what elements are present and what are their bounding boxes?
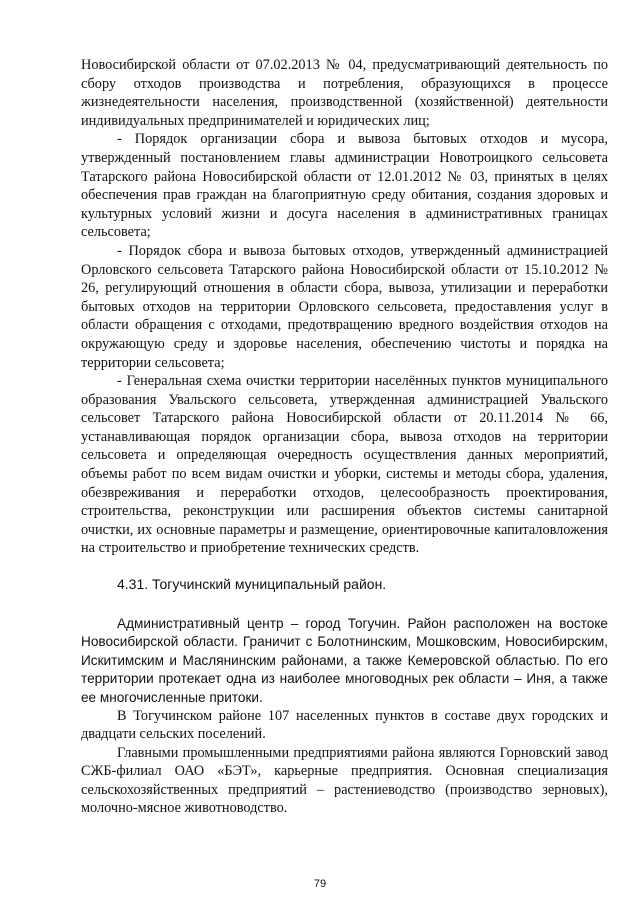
paragraph-list-item: - Порядок сбора и вывоза бытовых отходов, утвержденный администрацией Орловского сельсовета Татарского района Новосибирской области от 15.10.2012 № 26, регулирующий отношения в области сбора, вывоза, утилизации и переработки бытовых отходов на территории Орловского сельсовета, предоставления услуг в области обращения с отходами, предотвращению вредного воздействия отходов на окружающую среду и здоровье населения, обеспечению чистоты и порядка на территории сельсовета; — [81, 242, 608, 371]
section-paragraph: В Тогучинском районе 107 населенных пунктов в составе двух городских и двадцати сельских поселений. — [81, 708, 608, 743]
section-body — [81, 615, 608, 817]
document-body — [81, 56, 608, 558]
paragraph-continuation: Новосибирской области от 07.02.2013 № 04, предусматривающий деятельность по сбору отходов производства и потребления, образующихся в процессе жизнедеятельности населения, производственной (хозяйственной) деятельности индивидуальных предпринимателей и юридических лиц; — [81, 57, 608, 129]
page-number: 79 — [313, 878, 327, 890]
paragraph-list-item: - Генеральная схема очистки территории населённых пунктов муниципального образования Увальского сельсовета, утвержденная администрацией Увальского сельсовет Татарского района Новосибирской области от 20.11.2014 № 66, устанавливающая порядок организации сбора, вывоза отходов на территории сельсовета и определяющая очередность осуществления данных мероприятий, объемы работ по всем видам очистки и уборки, системы и методы сбора, удаления, обезвреживания и переработки отходов, целесообразность проектирования, строительства, реконструкции или расширения объектов системы санитарной очистки, их основные параметры и размещение, ориентировочные капиталовложения на строительство и приобретение технических средств. — [81, 373, 608, 557]
section-paragraph: Административный центр – город Тогучин. Район расположен на востоке Новосибирской области. Граничит с Болотнинским, Мошковским, Новосибирским, Искитимским и Маслянинским районами, а также Кемеровской областью. По его территории протекает одна из наиболее многоводных рек области – Иня, а также ее многочисленные притоки. — [81, 616, 608, 705]
section-paragraph: Главными промышленными предприятиями района являются Горновский завод СЖБ-филиал ОАО «БЭТ», карьерные предприятия. Основная специализация сельскохозяйственных предприятий – растениеводство (производство зерновых), молочно-мясное животноводство. — [81, 744, 608, 817]
section-heading: 4.31. Тогучинский муниципальный район. — [117, 576, 387, 592]
paragraph-list-item: - Порядок организации сбора и вывоза бытовых отходов и мусора, утвержденный постановлением главы администрации Новотроицкого сельсовета Татарского района Новосибирской области от 12.01.2012 № 03, принятых в целях обеспечения прав граждан на благоприятную среду обитания, создания здоровых и культурных условий жизни и досуга населения в административных границах сельсовета; — [81, 131, 608, 241]
